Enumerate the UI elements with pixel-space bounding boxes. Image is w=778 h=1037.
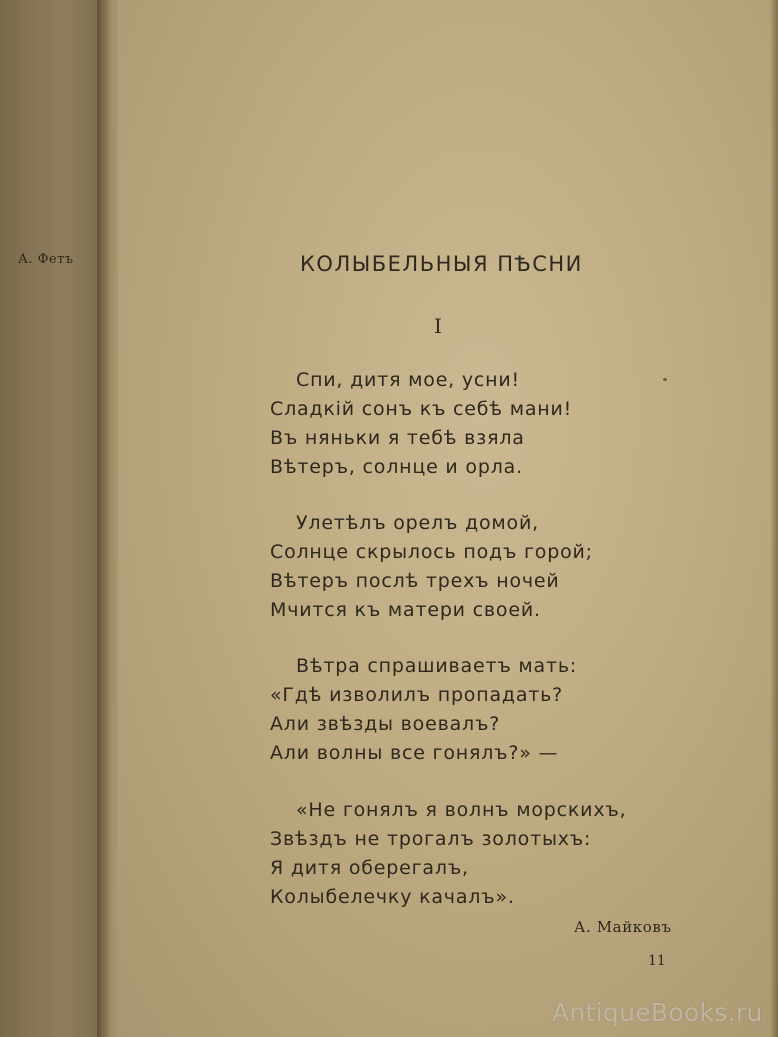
verse-line: Сладкій сонъ къ себѣ мани!	[270, 398, 573, 420]
verse-line: Мчится къ матери своей.	[270, 599, 541, 621]
stanza-2	[270, 509, 690, 625]
verse-line: «Не гонялъ я волнъ морскихъ,	[296, 799, 627, 821]
left-page	[0, 0, 103, 1037]
verse-line: Колыбелечку качалъ».	[270, 886, 515, 908]
verse-line: «Гдѣ изволилъ пропадать?	[270, 684, 564, 706]
paper-speck	[663, 378, 667, 381]
verse-line: Я дитя оберегалъ,	[270, 857, 469, 879]
section-number: I	[434, 314, 442, 338]
verse-line: Али волны все гонялъ?» —	[270, 742, 559, 764]
verse-line: Звѣздъ не трогалъ золотыхъ:	[270, 828, 592, 850]
verse-line: Солнце скрылось подъ горой;	[270, 541, 593, 563]
verse-line: Улетѣлъ орелъ домой,	[296, 512, 539, 534]
verse-line: Али звѣзды воевалъ?	[270, 713, 501, 735]
watermark: AntiqueBooks.ru	[552, 998, 763, 1027]
verse-line: Вѣтра спрашиваетъ мать:	[296, 655, 578, 677]
stanza-1	[270, 366, 690, 482]
verse-line: Вѣтеръ, солнце и орла.	[270, 456, 523, 478]
poem-title: КОЛЫБЕЛЬНЫЯ ПѢСНИ	[300, 252, 583, 276]
left-running-head: А. Фетъ	[18, 252, 74, 267]
verse-line: Вѣтеръ послѣ трехъ ночей	[270, 570, 560, 592]
author-signature: А. Майковъ	[574, 918, 672, 936]
verse-line: Спи, дитя мое, усни!	[296, 369, 520, 391]
verse-line: Въ няньки я тебѣ взяла	[270, 427, 525, 449]
stanza-4	[270, 796, 690, 912]
page-edge-shadow	[770, 0, 778, 1037]
stanza-3	[270, 652, 690, 768]
page-number: 11	[648, 953, 666, 969]
